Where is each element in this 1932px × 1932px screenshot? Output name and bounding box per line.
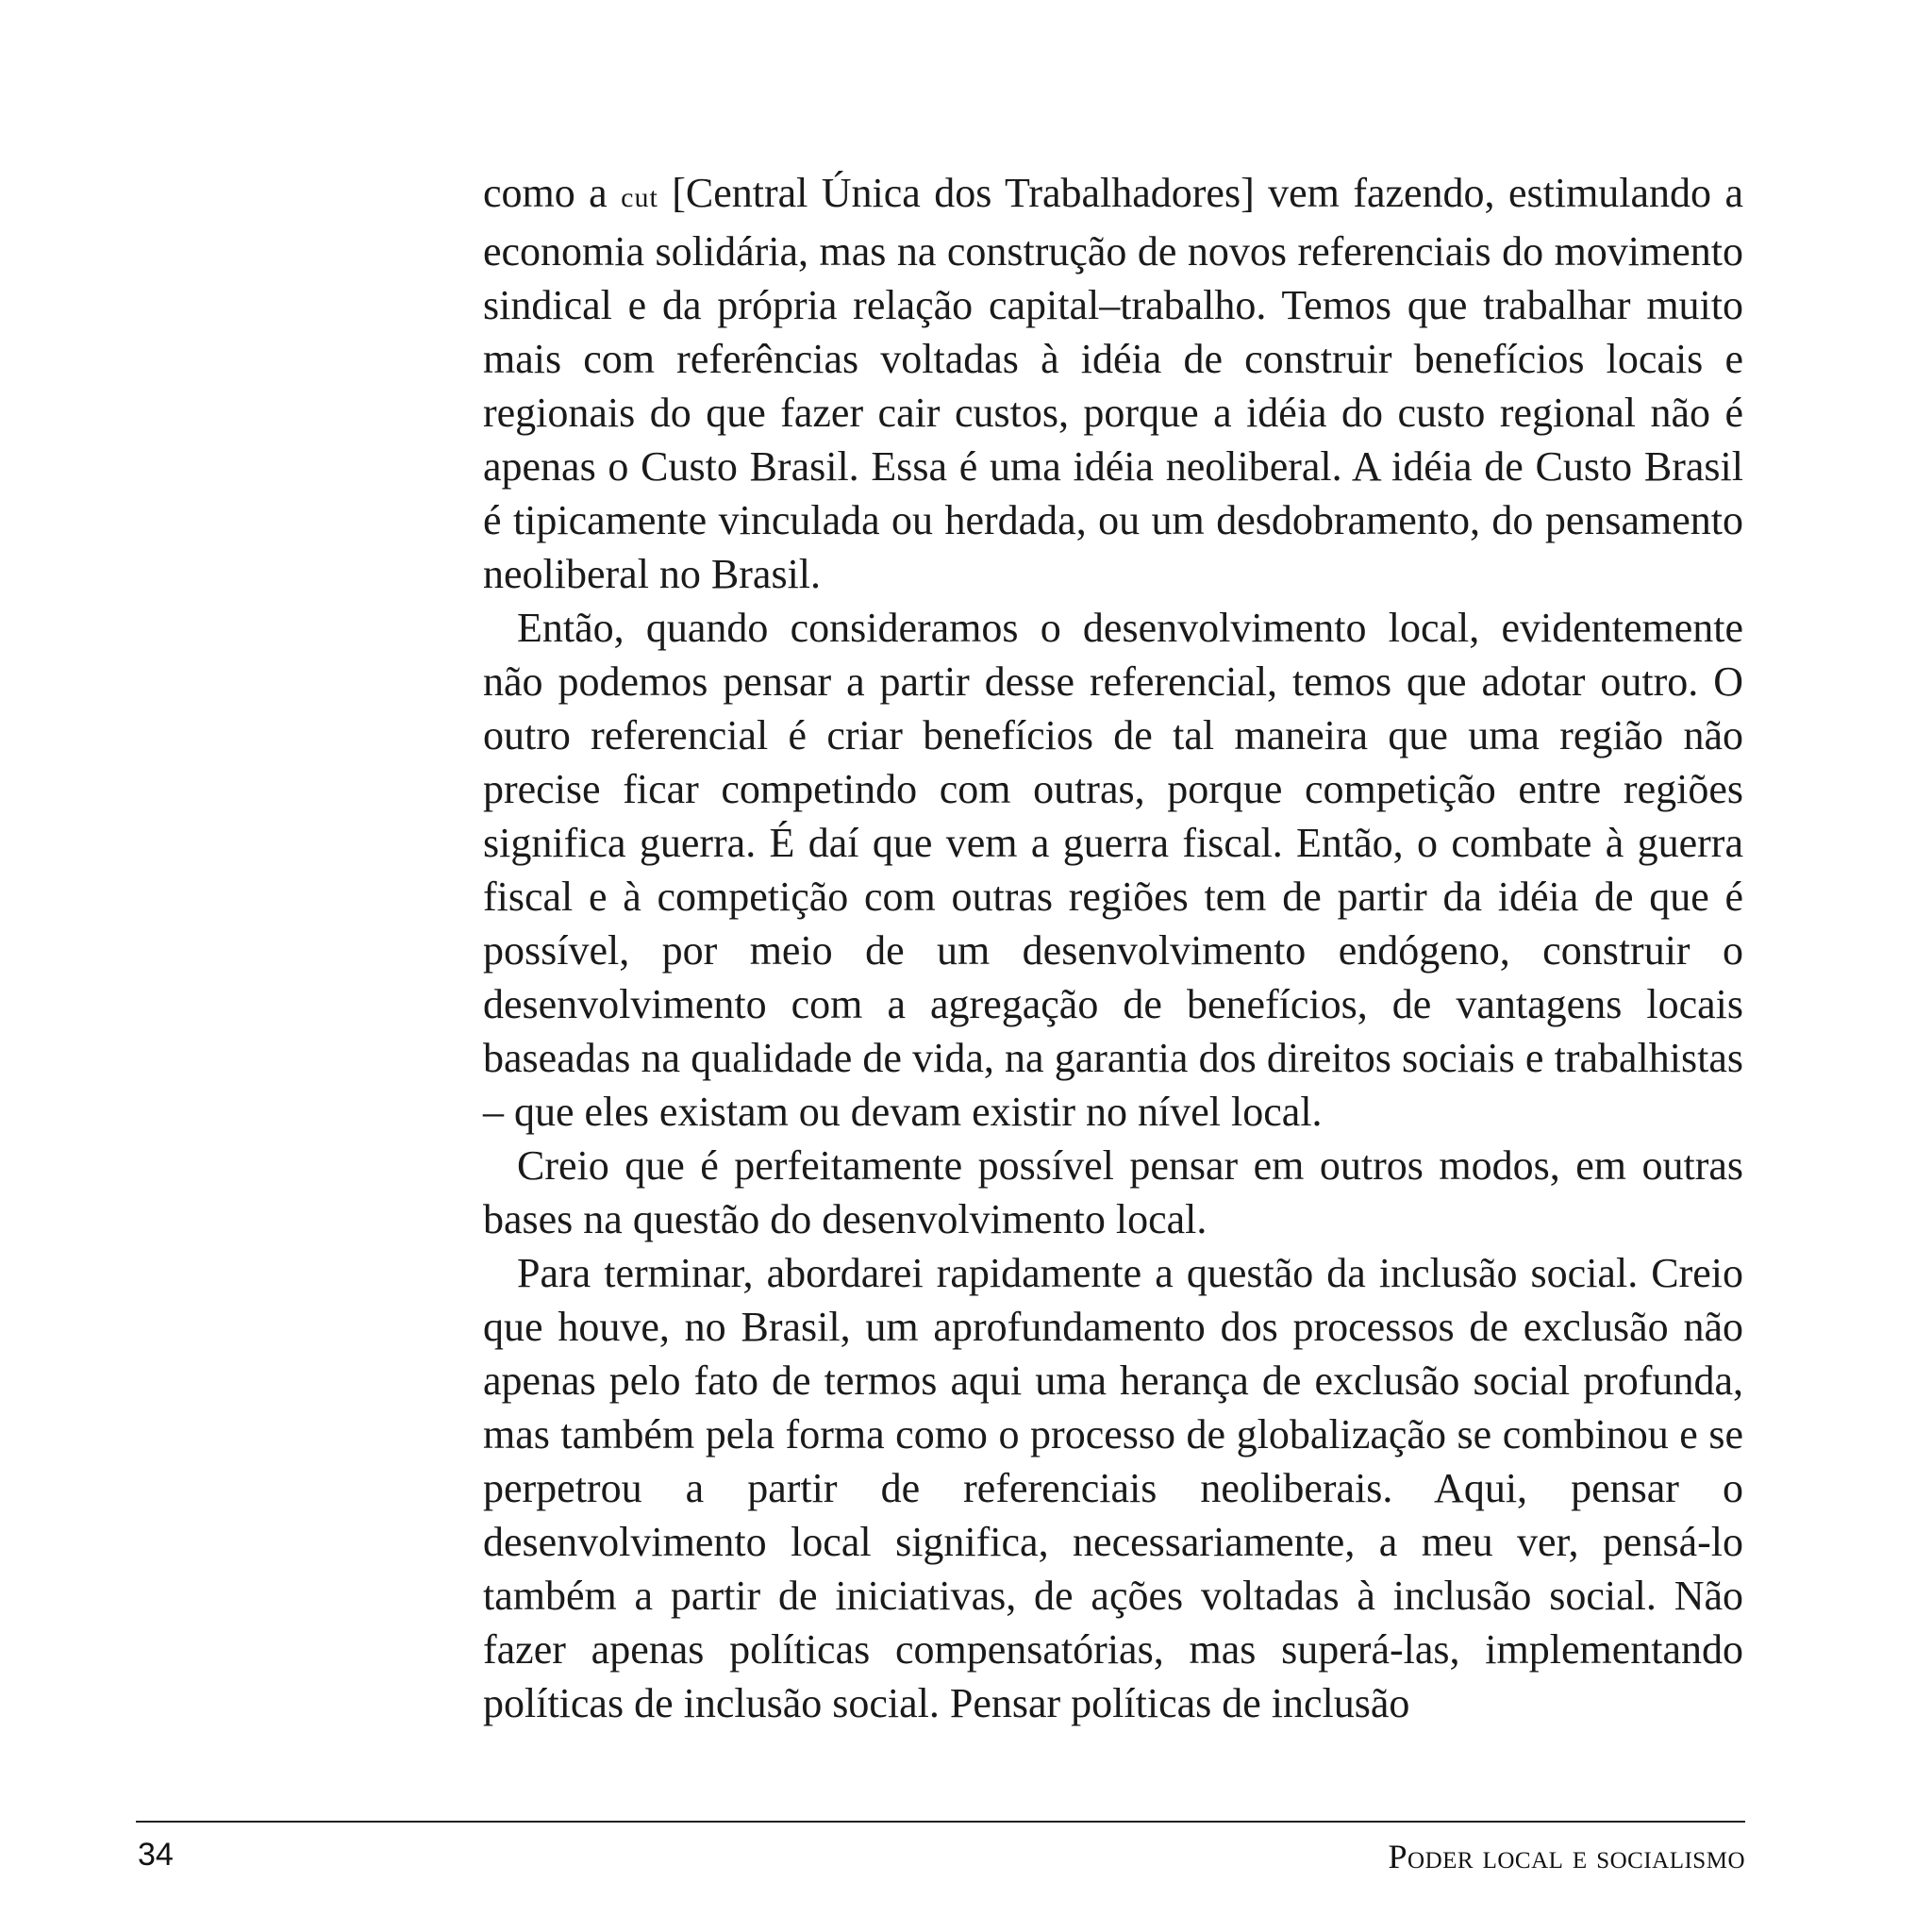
paragraph-3: Creio que é perfeitamente possível pensar em outros modos, em outras bases na questão do desenvolvimento local. — [483, 1142, 1743, 1242]
paragraph-1-rest: [Central Única dos Trabalhadores] vem fazendo, estimulando a economia solidária, mas na construção de novos referenciais do movimento sindical e da própria relação capital–trabalho. Temos que trabalhar muito mais com referências voltadas à idéia de construir benefícios locais e regionais do que fazer cair custos, porque a idéia do custo regional não é apenas o Custo Brasil. Essa é uma idéia neoliberal. A idéia de Custo Brasil é tipicamente vinculada ou herdada, ou um desdobramento, do pensamento neoliberal no Brasil. — [483, 170, 1743, 597]
paragraph-2: Então, quando consideramos o desenvolvimento local, evidentemente não podemos pensar a partir desse referencial, temos que adotar outro. O outro referencial é criar benefícios de tal maneira que uma região não precise ficar competindo com outras, porque competição entre regiões significa guerra. É daí que vem a guerra fiscal. Então, o combate à guerra fiscal e à competição com outras regiões tem de partir da idéia de que é possível, por meio de um desenvolvimento endógeno, construir o desenvolvimento com a agregação de benefícios, de vantagens locais baseadas na qualidade de vida, na garantia dos direitos sociais e trabalhistas – que eles existam ou devam existir no nível local. — [483, 605, 1743, 1135]
paragraph-1 — [483, 166, 1743, 601]
page-number: 34 — [138, 1837, 174, 1873]
footer-rule — [136, 1821, 1745, 1823]
running-head: Poder local e socialismo — [1388, 1838, 1745, 1875]
body-text — [483, 166, 1743, 1730]
paragraph-4: Para terminar, abordarei rapidamente a questão da inclusão social. Creio que houve, no Brasil, um aprofundamento dos processos de exclusão não apenas pelo fato de termos aqui uma herança de exclusão social profunda, mas também pela forma como o processo de globalização se combinou e se perpetrou a partir de referenciais neoliberais. Aqui, pensar o desenvolvimento local significa, necessariamente, a meu ver, pensá-lo também a partir de iniciativas, de ações voltadas à inclusão social. Não fazer apenas políticas compensatórias, mas superá-las, implementando políticas de inclusão social. Pensar políticas de inclusão — [483, 1250, 1743, 1726]
paragraph-1-lead: como a — [483, 170, 622, 216]
acronym-cut: cut — [621, 182, 658, 213]
